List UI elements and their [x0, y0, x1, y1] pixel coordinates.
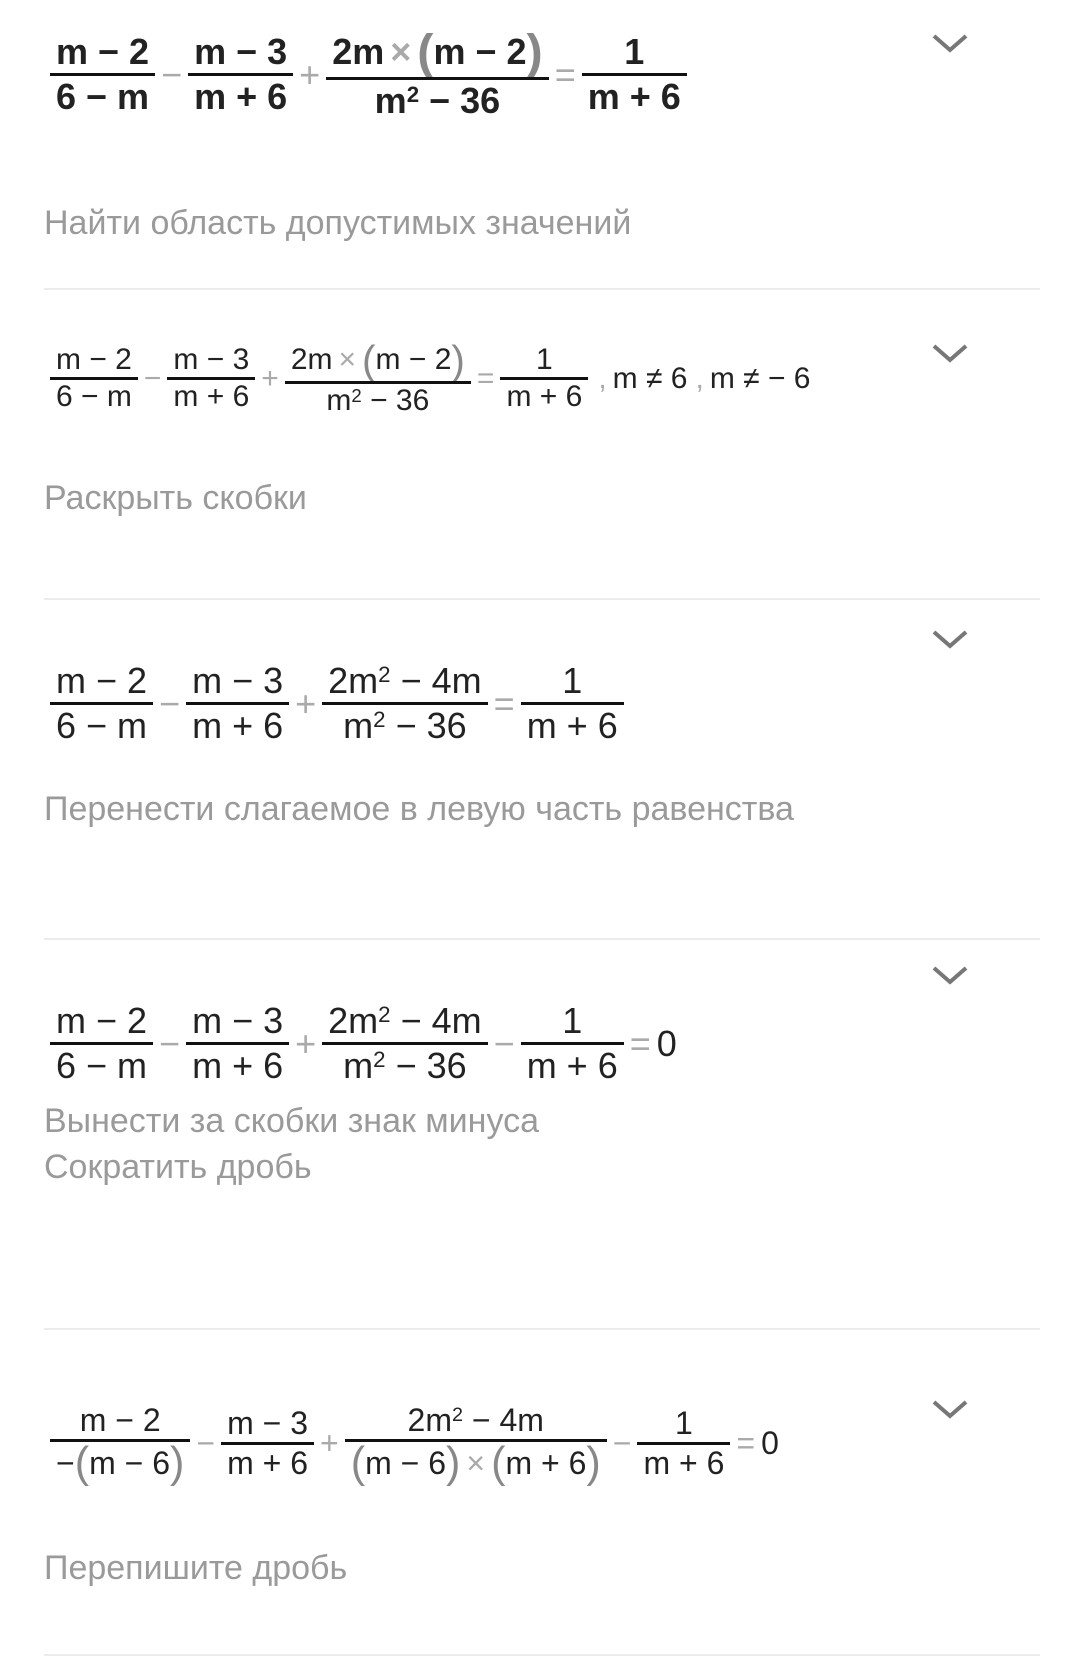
zero-value: 0 — [656, 1022, 677, 1064]
equation — [50, 1000, 677, 1087]
fraction-4: $\frac{1}{m + 6}$ — [637, 1405, 730, 1482]
divider — [44, 1654, 1040, 1656]
step-5[interactable] — [0, 1330, 1080, 1680]
fraction-3: 2m × ( m − 2 ) m $^2$ − 36 — [326, 28, 549, 122]
minus-operator: − — [161, 53, 183, 95]
plus-operator: + — [295, 1022, 317, 1064]
minus-operator: − — [612, 1425, 632, 1462]
chevron-down-icon[interactable] — [930, 338, 970, 368]
fraction-2: $\frac{m - 3}{m + 6}$ — [221, 1405, 314, 1482]
plus-operator: + — [295, 682, 317, 724]
minus-operator: − — [159, 682, 181, 724]
minus-operator: − — [493, 1022, 515, 1064]
fraction-2: $\frac{m - 3}{m + 6}$ — [167, 343, 255, 414]
domain-condition: m ≠ 6 — [612, 361, 688, 395]
step-caption: Перенести слагаемое в левую часть равенства — [44, 790, 794, 828]
step-caption: Найти область допустимых значений — [44, 204, 632, 242]
plus-operator: + — [299, 53, 321, 95]
fraction-1: $\frac{m - 2}{6 - m}$ — [50, 660, 153, 747]
fraction-3: 2m × ( m − 2 ) m $^2$ − 36 — [285, 340, 471, 418]
step-caption: Вынести за скобки знак минуса Сократить дробь — [44, 1102, 539, 1186]
equals-sign: = — [476, 361, 495, 395]
equation: $\frac{m - 2}{6 - m}$ − $\frac{m - 3}{m + 6}$ + 2m × ( m − 2 ) m $^2$ − 36 = $\frac{1}{m + 6}$ , m ≠ 6 , m ≠ − 6 — [50, 340, 810, 418]
fraction-2: $\frac{m - 3}{m + 6}$ — [188, 31, 293, 118]
plus-operator: + — [261, 361, 279, 395]
fraction-1: $\frac{m - 2}{6 - m}$ — [50, 343, 138, 414]
chevron-down-icon[interactable] — [930, 624, 970, 654]
chevron-down-icon[interactable] — [930, 28, 970, 58]
fraction-4: $\frac{1}{m + 6}$ — [521, 1000, 624, 1087]
equation — [50, 25, 687, 122]
fraction-3: 2m $^2$ − 4m m $^2$ − 36 — [322, 660, 488, 747]
fraction-rhs: $\frac{1}{m + 6}$ — [521, 660, 624, 747]
fraction-1: $\frac{m - 2}{6 - m}$ — [50, 31, 155, 118]
fraction-2: $\frac{m - 3}{m + 6}$ — [186, 1000, 289, 1087]
fraction-3: 2m $^2$ − 4m ( m − 6 ) × ( m + 6 ) — [345, 1402, 607, 1485]
domain-condition: m ≠ − 6 — [709, 361, 811, 395]
chevron-down-icon[interactable] — [930, 1394, 970, 1424]
step-3[interactable] — [0, 600, 1080, 940]
fraction-1: $\frac{m - 2}{6 - m}$ — [50, 1000, 153, 1087]
plus-operator: + — [320, 1425, 339, 1462]
step-caption: Перепишите дробь — [44, 1549, 348, 1587]
equals-sign: = — [629, 1022, 651, 1064]
minus-operator: − — [143, 361, 162, 395]
fraction-rhs: $\frac{1}{m + 6}$ — [582, 31, 687, 118]
zero-value: 0 — [761, 1425, 779, 1462]
equals-sign: = — [736, 1425, 756, 1462]
fraction-2: $\frac{m - 3}{m + 6}$ — [186, 660, 289, 747]
equation — [50, 660, 624, 747]
step-2[interactable] — [0, 290, 1080, 600]
equation — [50, 1402, 779, 1485]
minus-operator: − — [196, 1425, 216, 1462]
chevron-down-icon[interactable] — [930, 960, 970, 990]
step-1[interactable] — [0, 0, 1080, 290]
equals-sign: = — [554, 53, 576, 95]
minus-operator: − — [159, 1022, 181, 1064]
fraction-rhs: $\frac{1}{m + 6}$ — [500, 343, 588, 414]
equals-sign: = — [493, 682, 515, 724]
step-caption: Раскрыть скобки — [44, 479, 307, 517]
fraction-3: 2m $^2$ − 4m m $^2$ − 36 — [322, 1000, 488, 1087]
fraction-1: m − 2 − ( m − 6 ) — [50, 1402, 190, 1485]
step-4[interactable] — [0, 940, 1080, 1330]
